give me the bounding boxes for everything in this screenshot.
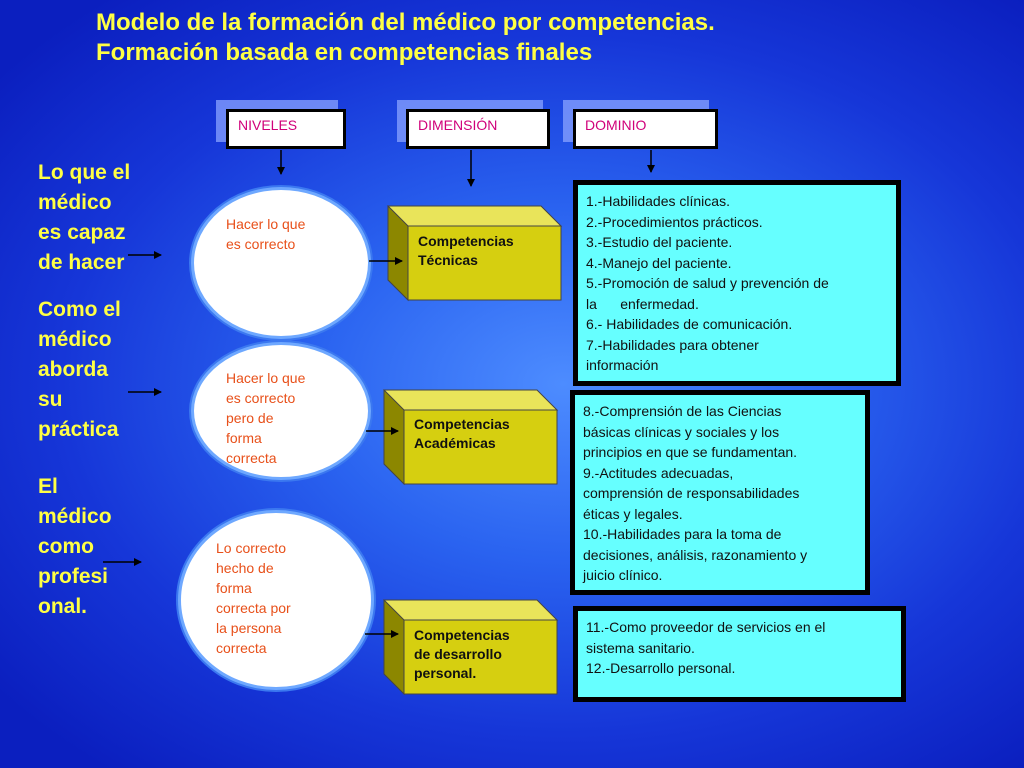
dimension-1-line: Competencias xyxy=(418,233,514,249)
dominio-header: DOMINIO xyxy=(573,109,718,149)
dimension-header: DIMENSIÓN xyxy=(406,109,550,149)
level-2-line: pero de xyxy=(226,410,274,426)
row-2-label-line: aborda xyxy=(38,358,109,381)
dimension-3-line: Competencias xyxy=(414,627,510,643)
domain-1-line: 2.-Procedimientos prácticos. xyxy=(586,213,763,230)
level-1-line: Hacer lo que xyxy=(226,216,306,232)
row-3-label-line: médico xyxy=(38,505,112,528)
row-1-label-line: de hacer xyxy=(38,251,125,274)
level-3-line: hecho de xyxy=(216,560,274,576)
row-1-label-line: Lo que el xyxy=(38,161,131,184)
level-2-line: es correcto xyxy=(226,390,296,406)
domain-3-line: 11.-Como proveedor de servicios en el xyxy=(586,619,826,635)
row-3-label-line: El xyxy=(38,475,58,498)
level-3-line: Lo correcto xyxy=(216,540,287,556)
dimension-2-line: Académicas xyxy=(414,435,496,451)
domain-2-line: 10.-Habilidades para la toma de xyxy=(583,526,782,542)
title-line-1: Modelo de la formación del médico por competencias. xyxy=(96,9,715,36)
domain-1-line: la enfermedad. xyxy=(586,295,699,312)
domain-2-line: básicas clínicas y sociales y los xyxy=(583,423,780,440)
row-3-label-line: profesi xyxy=(38,565,109,588)
level-3-line: forma xyxy=(216,580,252,596)
title-line-2: Formación basada en competencias finales xyxy=(96,39,593,66)
row-3-label-line: onal. xyxy=(38,595,88,618)
domain-1-line: 5.-Promoción de salud y prevención de xyxy=(586,275,829,291)
domain-1-line: 3.-Estudio del paciente. xyxy=(586,234,733,250)
domain-2-line: decisiones, análisis, razonamiento y xyxy=(583,546,808,563)
level-2-line: forma xyxy=(226,430,262,446)
level-2-line: Hacer lo que xyxy=(226,370,306,386)
row-1-label-line: médico xyxy=(38,191,112,214)
domain-2-line: juicio clínico. xyxy=(583,567,663,583)
row-3-label-line: como xyxy=(38,535,95,558)
level-1-line: es correcto xyxy=(226,236,296,252)
domain-1-line: 6.- Habilidades de comunicación. xyxy=(586,316,793,332)
domain-1-line: 4.-Manejo del paciente. xyxy=(586,254,732,271)
row-2-label-line: su xyxy=(38,388,63,411)
level-3-line: correcta xyxy=(216,640,267,656)
domain-3-line: sistema sanitario. xyxy=(586,639,695,656)
level-3-line: correcta por xyxy=(216,600,291,616)
domain-2-line: principios en que se fundamentan. xyxy=(583,444,798,460)
domain-2-line: 8.-Comprensión de las Ciencias xyxy=(583,403,782,419)
level-2-line: correcta xyxy=(226,450,277,466)
domain-1-line: información xyxy=(586,357,659,373)
level-3-line: la persona xyxy=(216,620,282,636)
row-2-label-line: médico xyxy=(38,328,112,351)
dimension-1-line: Técnicas xyxy=(418,252,478,268)
niveles-header: NIVELES xyxy=(226,109,346,149)
domain-1-line: 1.-Habilidades clínicas. xyxy=(586,193,730,209)
row-2-label-line: práctica xyxy=(38,418,119,441)
dimension-3-line: de desarrollo xyxy=(414,646,502,662)
domain-3-line: 12.-Desarrollo personal. xyxy=(586,660,736,676)
row-1-label-line: es capaz xyxy=(38,221,126,244)
dimension-3-line: personal. xyxy=(414,665,477,681)
domain-2-line: comprensión de responsabilidades xyxy=(583,485,800,501)
row-2-label-line: Como el xyxy=(38,298,121,321)
domain-2-line: éticas y legales. xyxy=(583,505,683,522)
domain-2-line: 9.-Actitudes adecuadas, xyxy=(583,464,734,481)
domain-1-line: 7.-Habilidades para obtener xyxy=(586,336,759,353)
dimension-2-line: Competencias xyxy=(414,416,510,432)
